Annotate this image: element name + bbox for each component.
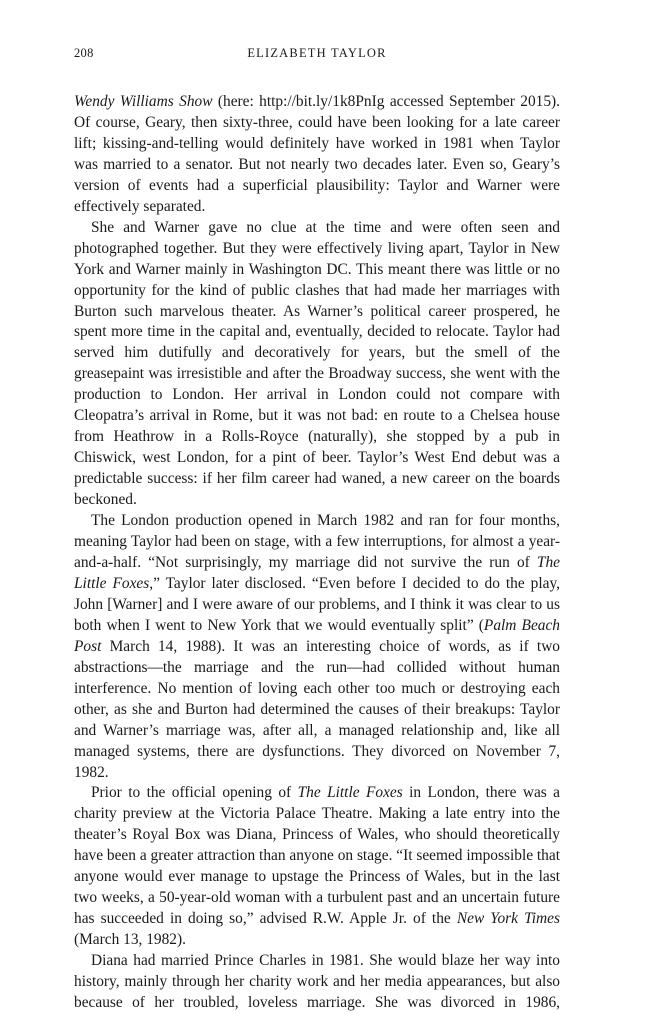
page-number: 208 — [74, 46, 94, 60]
text-run: in London, there was a charity preview at the Victoria Palace Theatre. Making a late entry into the theater’s Royal Box was Diana, Princess of Wales, who should theoretically have been a greater attraction than anyone on stage. “It seemed impossible that anyone would ever manage to upstage the Princess of Wales, but in the last two weeks, a 50-year-old woman with a turbulent past and an uncertain future has succeeded in doing so,” advised R.W. Apple Jr. of the — [74, 784, 561, 928]
italic-title: New York Times — [456, 910, 560, 928]
body-text — [74, 92, 560, 1014]
paragraph-4 — [74, 783, 560, 951]
text-run: Prior to the official opening of — [91, 784, 298, 802]
text-run: March 14, 1988). It was an interesting choice of words, as if two abstractions—the marriage and the run—had collided without human interference. No mention of loving each other too much or destroying each other, as she and Burton had determined the causes of their breakups: Taylor and Warner’s marriage was, after all, a managed relationship and, like all managed systems, there are dysfunctions. They divorced on November 7, 1982. — [74, 637, 560, 781]
text-run: ,” Taylor later disclosed. “Even before I decided to do the play, John [Warner] and I were aware of our problems, and I think it was clear to us both when I went to New York that we would eventually split” ( — [74, 574, 560, 634]
paragraph-2 — [74, 218, 560, 511]
italic-title: The Little Foxes — [297, 784, 403, 802]
running-title: ELIZABETH TAYLOR — [247, 46, 387, 60]
running-head — [74, 46, 560, 66]
text-run: (March 13, 1982). — [74, 931, 186, 949]
book-page — [74, 0, 560, 1014]
paragraph-1 — [74, 92, 560, 218]
paragraph-3 — [74, 511, 560, 783]
text-run: (here: http://bit.ly/1k8PnIg accessed September 2015). Of course, Geary, then sixty-three, could have been looking for a late career lift; kissing-and-telling would definitely have worked in 1981 when Taylor was married to a senator. But not nearly two decades later. Even so, Geary’s version of events had a superficial plausibility: Taylor and Warner were effectively separated. — [74, 93, 561, 215]
text-run: The London production opened in March 1982 and ran for four months, meaning Taylor had been on stage, with a few interruptions, for almost a year-and-a-half. “Not surprisingly, my marriage did not survive the run of — [74, 512, 560, 571]
italic-title: The Little Foxes — [74, 553, 560, 592]
text-run: Diana had married Prince Charles in 1981. She would blaze her way into history, mainly through her charity work and her media appearances, but also because of her troubled, loveless marriage. She was divorced in 1986, — [74, 952, 560, 1011]
paragraph-5 — [74, 951, 560, 1014]
italic-title: Palm Beach Post — [74, 616, 560, 655]
italic-title: Wendy Williams Show — [74, 93, 213, 110]
text-run: She and Warner gave no clue at the time and were often seen and photographed together. But they were effectively living apart, Taylor in New York and Warner mainly in Washington DC. This meant there was little or no opportunity for the kind of public clashes that had made her marriages with Burton such marvelous theater. As Warner’s political career prospered, he spent more time in the capital and, eventually, decided to relocate. Taylor had served him dutifully and decoratively for years, but the smell of the greasepaint was irresistible and after the Broadway success, she went with the production to London. Her arrival in London could not compare with Cleopatra’s arrival in Rome, but it was not bad: en route to a Chelsea house from Heathrow in a Rolls-Royce (naturally), she stopped by a pub in Chiswick, west London, for a pint of beer. Taylor’s West End debut was a predictable success: if her film career had waned, a new career on the boards beckoned. — [74, 218, 560, 509]
